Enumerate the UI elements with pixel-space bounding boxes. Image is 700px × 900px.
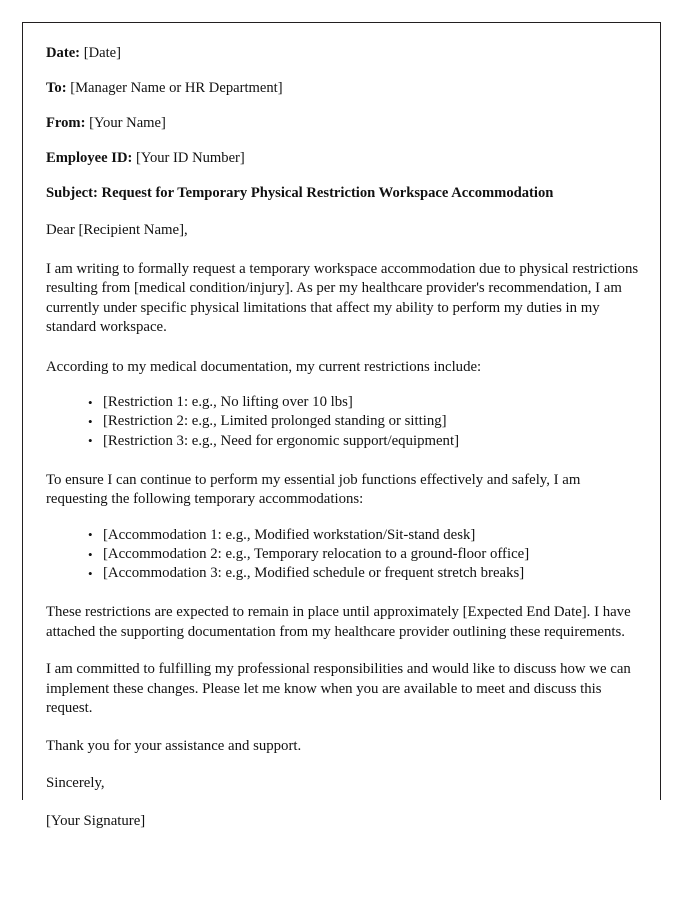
list-item: • [Accommodation 2: e.g., Temporary relocation to a ground-floor office] [88, 545, 640, 564]
header-field-to-value: [Manager Name or HR Department] [70, 80, 283, 97]
restrictions-list [46, 393, 640, 451]
list-item: • [Restriction 1: e.g., No lifting over 10 lbs] [88, 393, 640, 412]
subject-gap [46, 201, 640, 223]
header-field-employee-id-value: [Your ID Number] [136, 150, 245, 167]
accommodations-lead: To ensure I can continue to perform my essential job functions effectively and safely, I am requesting the following temporary accommodations: [46, 471, 581, 508]
gap-before-closing [46, 756, 640, 774]
gap-before-accommodations [46, 510, 640, 526]
paragraph-duration: These restrictions are expected to remain in place until approximately [Expected End Date]. I have attached the supporting documentation from my healthcare provider outlining these requirements. [46, 604, 631, 640]
paragraph-intro: I am writing to formally request a temporary workspace accommodation due to physical restrictions resulting from [medical condition/injury]. As per my healthcare provider's recommendation, I am currently under specific physical limitations that affect my ability to perform my duties in my standard workspace. [46, 260, 639, 336]
header-gap-1 [46, 61, 640, 82]
header-gap-4 [46, 166, 640, 187]
gap-after-accommodations [46, 583, 640, 603]
accommodations-list [46, 526, 640, 584]
header-field-from-label: From: [46, 115, 86, 132]
gap-after-commitment [46, 719, 640, 737]
header-field-date-label: Date: [46, 45, 81, 61]
gap-before-signature [46, 794, 640, 812]
header-gap-2 [46, 96, 640, 117]
paragraph-thanks: Thank you for your assistance and support. [46, 737, 302, 754]
list-item: • [Restriction 2: e.g., Limited prolonged standing or sitting] [88, 412, 640, 431]
gap-after-intro [46, 338, 640, 358]
header-field-employee-id [46, 151, 640, 166]
salutation-gap [46, 238, 640, 260]
salutation: Dear [Recipient Name], [46, 221, 188, 238]
subject-line: Subject: Request for Temporary Physical Restriction Workspace Accommodation [46, 185, 554, 202]
header-field-from [46, 116, 640, 131]
header-gap-3 [46, 131, 640, 152]
header-field-from-value: [Your Name] [89, 115, 166, 132]
gap-after-duration [46, 642, 640, 660]
closing: Sincerely, [46, 775, 105, 792]
list-item: • [Accommodation 3: e.g., Modified schedule or frequent stretch breaks] [88, 564, 640, 583]
header-field-to-label: To: [46, 80, 67, 97]
header-field-to [46, 81, 640, 96]
restrictions-lead: According to my medical documentation, my current restrictions include: [46, 358, 482, 375]
signature-line: [Your Signature] [46, 812, 146, 829]
top-spacer [46, 22, 640, 46]
list-item: • [Restriction 3: e.g., Need for ergonomic support/equipment] [88, 432, 640, 451]
letter-body [46, 22, 640, 831]
header-field-date [46, 46, 640, 61]
gap-after-restrictions [46, 451, 640, 471]
gap-before-restrictions [46, 377, 640, 393]
header-field-date-value: [Date] [83, 45, 121, 61]
list-item: • [Accommodation 1: e.g., Modified workstation/Sit-stand desk] [88, 526, 640, 545]
header-field-employee-id-label: Employee ID: [46, 150, 133, 167]
paragraph-commitment: I am committed to fulfilling my professional responsibilities and would like to discuss how we can implement these changes. Please let me know when you are available to meet and discuss this request. [46, 661, 631, 717]
